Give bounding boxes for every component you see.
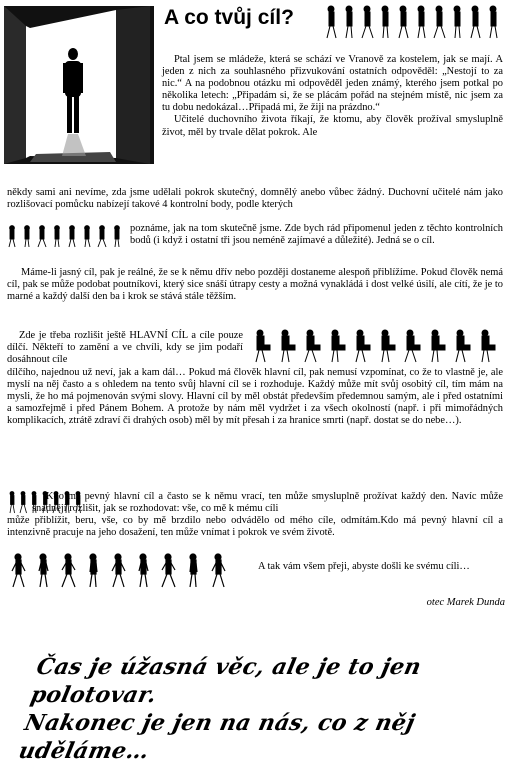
businessmen-figures-row <box>252 328 506 366</box>
paragraph-1: Ptal jsem se mládeže, která se schází ve Vranově za kostelem, jak se mají. A jeden z nich za souhlasného přizvukování ostatních odpověděl: „Nestojí to za nic.“ A na podobnou otázku mi odpověděl jeden známý, kterého jsem potkal po několika letech: „Připadám si, že se plácám pořád na stejném místě, nic jsem za tu dobu nedokázal…Připadá mi, že žiji na prázdno.“ <box>162 54 503 114</box>
closing-quote-line-1: Čas je úžasná věc, ale je to jen polotovar. <box>28 654 424 708</box>
open-door-illustration <box>4 6 154 164</box>
paragraph-2-end: poznáme, jak na tom skutečně jsme. Zde bych rád připomenul jeden z těchto kontrolních bodů (i když i ostatní tři jsou neméně zajímavé a důležité). Jedná se o cíl. <box>130 223 503 247</box>
page-title: A co tvůj cíl? <box>164 6 294 29</box>
closing-quote-line-2: Nakonec je jen na nás, co z něj uděláme… <box>16 710 418 764</box>
closing-quote <box>16 653 510 765</box>
paragraph-2-start: Učitelé duchovního života říkají, že ktomu, aby člověk prožíval smysluplně život, měl by trvale dělat pokrok. Ale <box>162 114 503 138</box>
paragraph-5-end: může přiblížit, beru, vše, co by mě brzdilo nebo odvádělo od mého cíle, odmítám.Kdo má pevný hlavní cíl a intenzivně pracuje na jeho dosažení, ten může vnímat i pokrok ve svém životě. <box>7 515 503 539</box>
small-figures-row <box>6 224 126 250</box>
article-intro-column <box>162 54 503 139</box>
paragraph-2-middle: někdy sami ani nevíme, zda jsme udělali pokrok skutečný, domnělý anebo vůbec žádný. Duchovní učitelé nám jako rozlišovací pomůcku nabízejí takové 4 kontrolní body, podle kterých <box>7 187 503 211</box>
paragraph-4-start: Zde je třeba rozlišit ještě HLAVNÍ CÍL a cíle pouze dílčí. Někteří to zamění a ve chvíli, kdy se jim podaří dosáhnout cíle <box>7 330 243 366</box>
paragraph-5-start: Kdo má pevný hlavní cíl a často se k němu vrací, ten může smysluplně prožívat každý den. Navíc může snadněji rozlišit, jak se rozhodovat: vše, co mě k mému cíli <box>32 491 503 515</box>
walking-figures-header <box>322 4 508 44</box>
author-signature: otec Marek Dunda <box>426 597 505 608</box>
paragraph-3: Máme-li jasný cíl, pak je reálné, že se k němu dřív nebo později dostaneme alespoň přiblížíme. Pokud člověk nemá cíl, pak se může podobat poutníkovi, který sice snáší útrapy cesty a možná vynakládá i dost velké úsilí, ale cítí, že je to marné a každý další den ba i krok se stává stále těžším. <box>7 267 503 303</box>
walking-figures-footer <box>10 552 248 592</box>
closing-paragraph: A tak vám všem přeji, abyste došli ke svému cíli… <box>258 561 470 572</box>
paragraph-4-rest: dílčího, najednou už neví, jak a kam dál… Pokud má člověk hlavní cíl, pak nemusí vzpomínat, co že to vlastně je, ale myslí na něj často a s ohledem na tento svůj hlavní cíl se i rozhoduje. Každý může mít svůj osobitý cíl, tím mám na mysli, že ho má pojmenován svými slovy. Hlavní cíl by měl obstát především předemnou samým, ale i před ostatními a samozřejmě i před Pánem Bohem. A protože by nám měl vydržet i za všech okolností (např. i při mimořádných komplikacích, ztrátě zdraví či drahých osob) měl by mít přesah i za hranice smrti (např. dostat se do nebe…). <box>7 367 503 427</box>
